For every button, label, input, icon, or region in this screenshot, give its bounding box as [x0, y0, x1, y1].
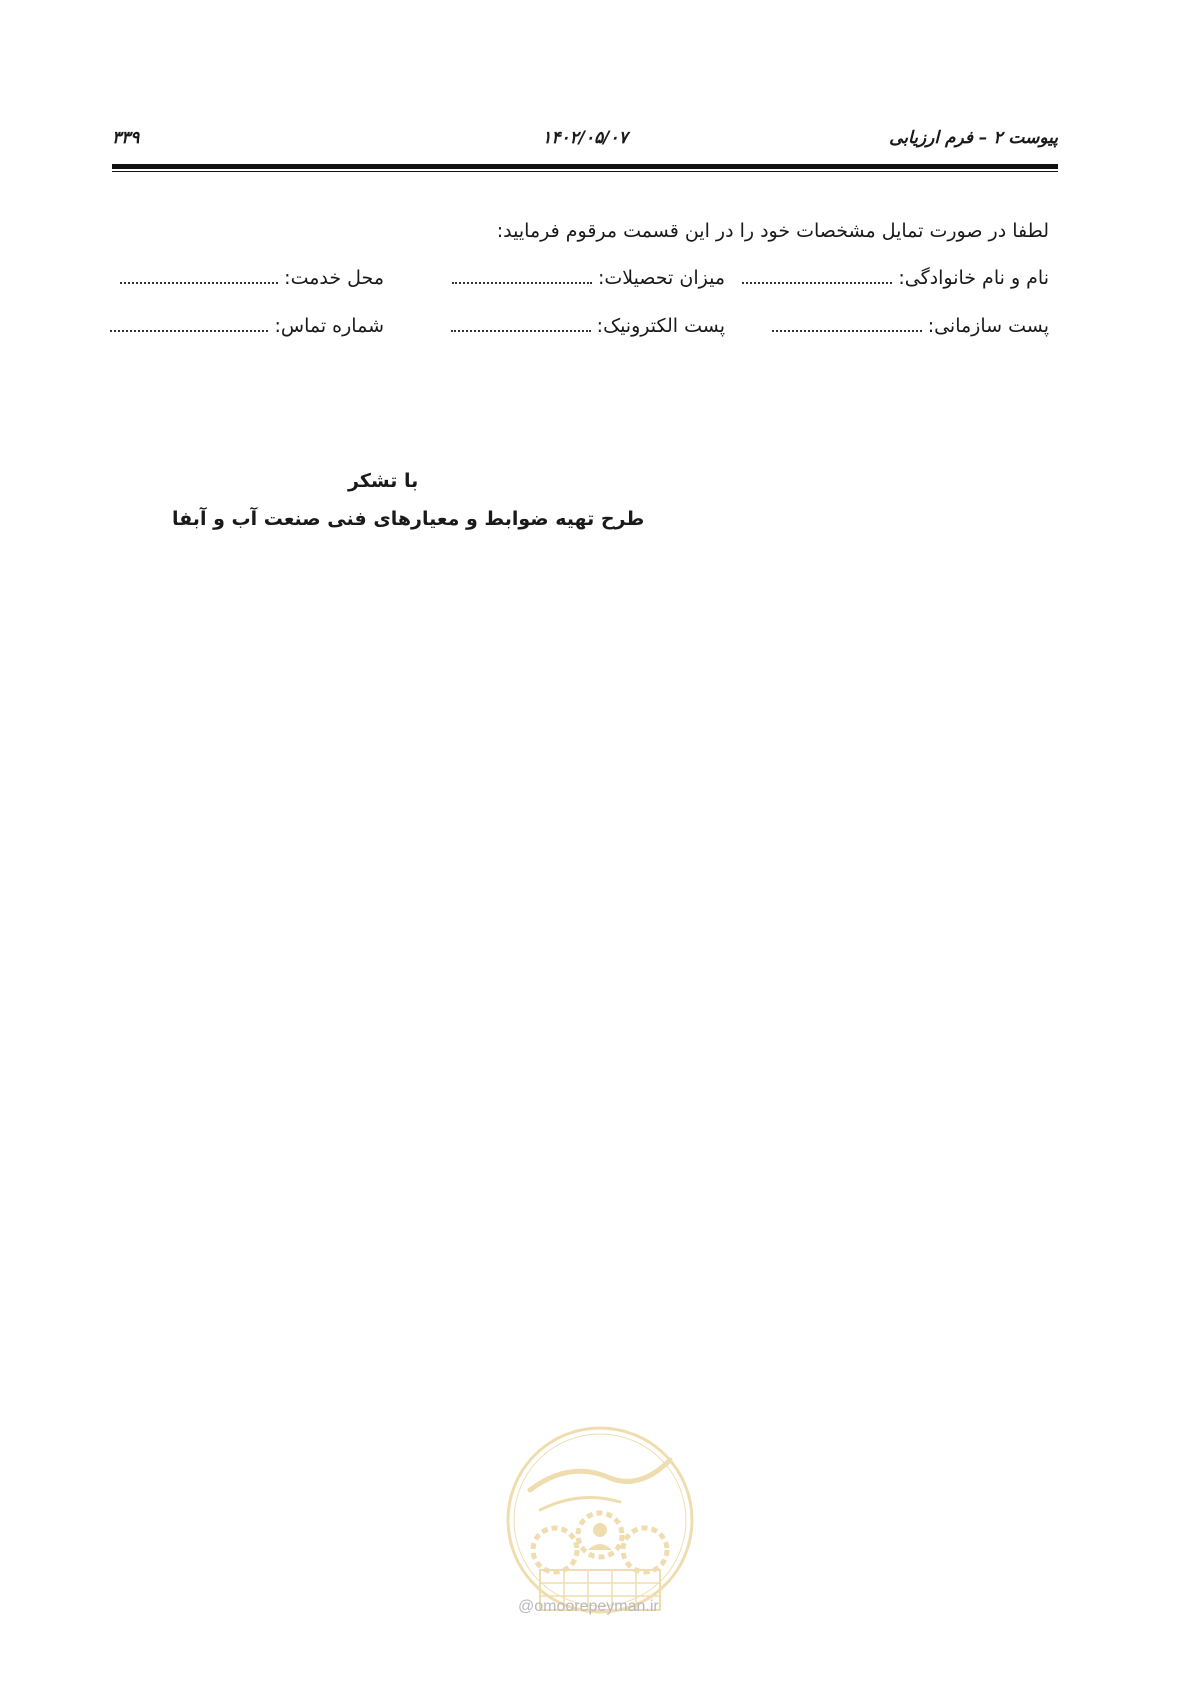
- signoff-text: طرح تهیه ضوابط و معیارهای فنی صنعت آب و آبفا: [172, 508, 645, 530]
- form-intro-text: لطفا در صورت تمایل مشخصات خود را در این قسمت مرقوم فرمایید:: [496, 220, 1049, 242]
- header-rule-thick: [112, 164, 1058, 169]
- watermark-caption: @omoorepeyman.ir: [518, 1598, 659, 1615]
- email-blank[interactable]: [451, 316, 591, 332]
- form-row-2: [118, 315, 1049, 345]
- name-label: نام و نام خانوادگی:: [898, 267, 1049, 289]
- phone-blank[interactable]: [110, 316, 268, 332]
- workplace-blank[interactable]: [120, 268, 278, 284]
- education-blank[interactable]: [452, 268, 592, 284]
- phone-field[interactable]: [110, 315, 384, 337]
- email-label: پست الکترونیک:: [596, 315, 725, 337]
- name-blank[interactable]: [742, 268, 892, 284]
- position-blank[interactable]: [772, 316, 922, 332]
- email-field[interactable]: [451, 315, 725, 337]
- phone-label: شماره تماس:: [274, 315, 384, 337]
- workplace-label: محل خدمت:: [284, 267, 384, 289]
- education-label: میزان تحصیلات:: [597, 267, 725, 289]
- page-header: [112, 128, 1058, 154]
- form-row-1: [118, 267, 1049, 297]
- name-field[interactable]: [742, 267, 1049, 289]
- position-label: پست سازمانی:: [927, 315, 1049, 337]
- section-title: پیوست ۲ – فرم ارزیابی: [889, 128, 1058, 148]
- education-field[interactable]: [452, 267, 725, 289]
- position-field[interactable]: [772, 315, 1049, 337]
- workplace-field[interactable]: [120, 267, 384, 289]
- page-number: ۳۳۹: [112, 128, 140, 148]
- thanks-text: با تشکر: [348, 470, 419, 492]
- header-rule-thin: [112, 171, 1058, 172]
- header-date: ۱۴۰۲/۰۵/۰۷: [542, 128, 628, 148]
